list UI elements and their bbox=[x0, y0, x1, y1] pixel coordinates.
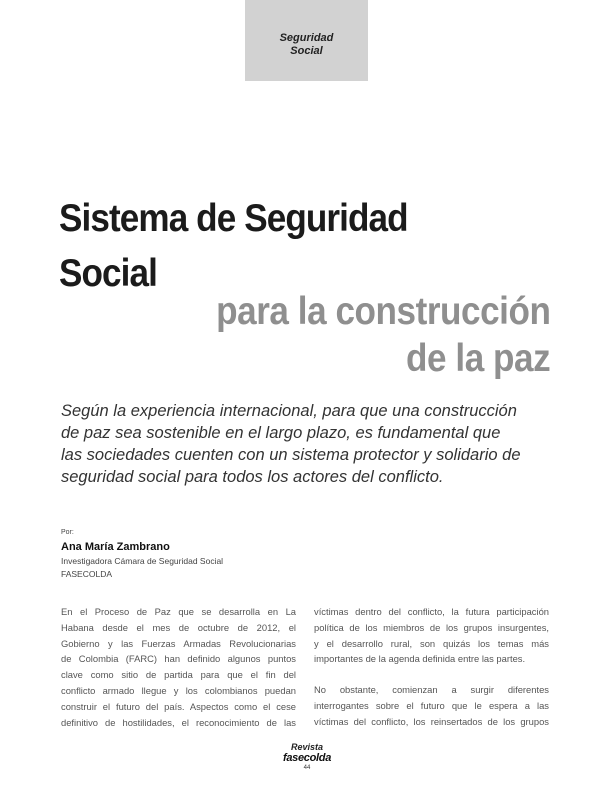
footer-brand: fasecolda bbox=[282, 752, 332, 764]
body-line: de Colombia (FARC) han definido algunos puntos bbox=[61, 653, 296, 665]
section-label-line2: Social bbox=[290, 44, 323, 57]
body-line: En el Proceso de Paz que se desarrolla en La bbox=[61, 606, 296, 617]
body-line: Gobierno y las Fuerzas Armadas Revolucionarias bbox=[61, 637, 296, 649]
body-line: conflicto armado llegue y los colombianos puedan bbox=[61, 684, 296, 696]
lead-line: seguridad social para todos los actores del conflicto. bbox=[61, 468, 444, 486]
body-line: víctimas del conflicto, los reinsertados de los grupos bbox=[314, 715, 549, 727]
body-column-right bbox=[314, 604, 549, 730]
body-line: definitivo de hostilidades, el reconocimiento de las bbox=[61, 716, 296, 728]
body-line: víctimas dentro del conflicto, la futura participación bbox=[314, 606, 549, 617]
body-line: No obstante, comienzan a surgir diferentes bbox=[314, 684, 549, 696]
footer-logo bbox=[282, 742, 332, 772]
lead-paragraph bbox=[61, 400, 551, 488]
body-line: interrogantes sobre el futuro que le espera a las bbox=[314, 699, 549, 711]
body-line: política de los miembros de los grupos insurgentes, bbox=[314, 621, 549, 633]
title-line1: Sistema de Seguridad bbox=[59, 197, 408, 240]
lead-line: las sociedades cuenten con un sistema protector y solidario de bbox=[61, 446, 521, 464]
paragraph-gap bbox=[314, 667, 549, 682]
body-line: y el desarrollo rural, son quizás los temas más bbox=[314, 637, 549, 649]
body-column-left bbox=[61, 604, 296, 730]
body-line: importantes de la agenda definida entre las partes. bbox=[314, 653, 526, 665]
section-label-line1: Seguridad bbox=[279, 31, 334, 44]
author-organization: FASECOLDA bbox=[61, 569, 113, 579]
page-number: 44 bbox=[303, 765, 311, 771]
byline-por: Por: bbox=[61, 529, 74, 536]
author-role: Investigadora Cámara de Seguridad Social bbox=[61, 556, 224, 566]
body-line: construir el futuro del país. Aspectos como el cese bbox=[61, 700, 296, 712]
section-tab bbox=[245, 0, 368, 81]
subtitle-line2: de la paz bbox=[405, 337, 550, 380]
lead-line: Según la experiencia internacional, para que una construcción bbox=[61, 402, 517, 420]
byline bbox=[61, 528, 223, 581]
lead-line: de paz sea sostenible en el largo plazo, es fundamental que bbox=[61, 424, 501, 442]
body-line: clave como sitio de partida para que el fin del bbox=[61, 669, 296, 681]
subtitle-line1: para la construcción bbox=[215, 290, 550, 333]
body-line: Habana desde el mes de octubre de 2012, el bbox=[61, 621, 296, 633]
footer-revista: Revista bbox=[290, 742, 324, 752]
title-line2: Social bbox=[59, 252, 158, 295]
author-name: Ana María Zambrano bbox=[61, 541, 170, 553]
